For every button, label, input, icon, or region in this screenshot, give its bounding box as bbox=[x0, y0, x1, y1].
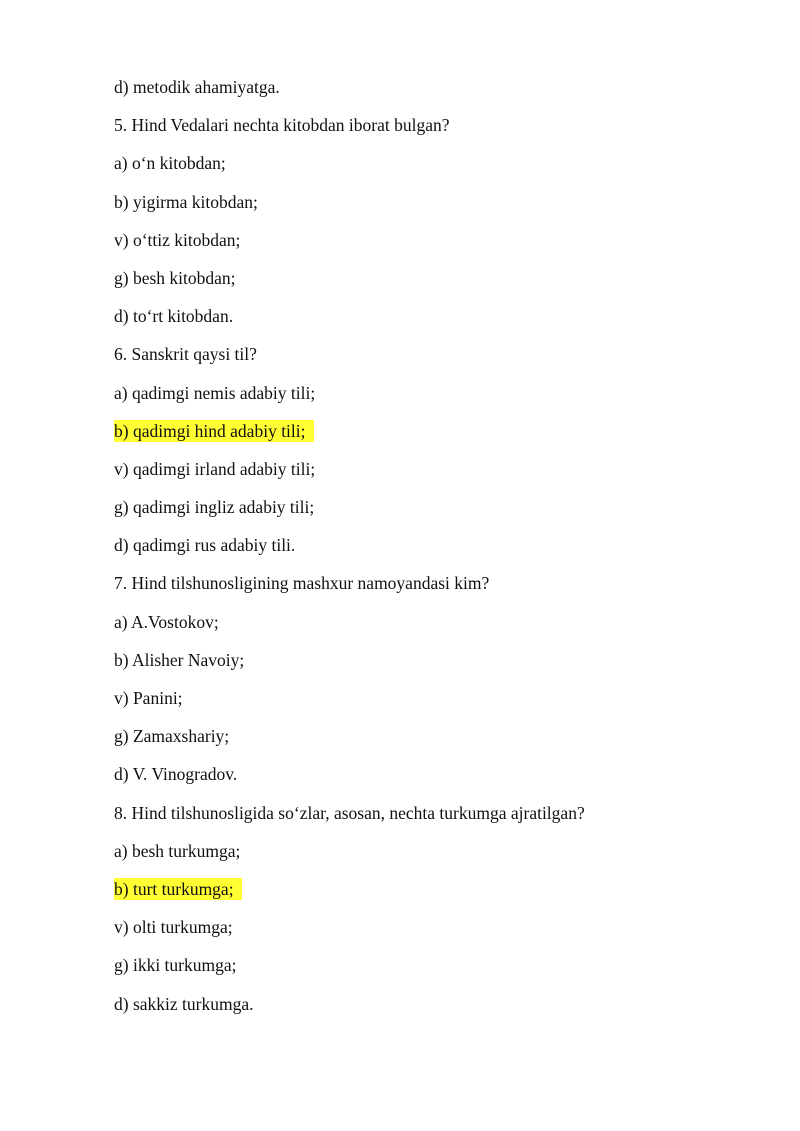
answer-option bbox=[114, 267, 734, 305]
answer-option bbox=[114, 382, 734, 420]
highlighted-answer-option bbox=[114, 878, 734, 916]
highlighted-answer-option bbox=[114, 420, 734, 458]
answer-text: g) ikki turkumga; bbox=[114, 955, 237, 976]
answer-option bbox=[114, 76, 734, 114]
answer-text: v) Panini; bbox=[114, 688, 183, 708]
answer-text: a) A.Vostokov; bbox=[114, 611, 219, 632]
question-text: 5. Hind Vedalari nechta kitobdan iborat bulgan? bbox=[114, 115, 450, 136]
answer-text: a) qadimgi nemis adabiy tili; bbox=[114, 382, 316, 403]
answer-option bbox=[114, 152, 734, 190]
answer-text: b) Alisher Navoiy; bbox=[114, 649, 245, 670]
answer-option bbox=[114, 649, 734, 687]
answer-text: g) Zamaxshariy; bbox=[114, 726, 230, 747]
answer-text: d) qadimgi rus adabiy tili. bbox=[114, 535, 296, 556]
answer-option bbox=[114, 954, 734, 992]
answer-text: d) V. Vinogradov. bbox=[114, 764, 238, 785]
question-heading bbox=[114, 802, 734, 840]
answer-option bbox=[114, 305, 734, 343]
answer-text: d) to‘rt kitobdan. bbox=[114, 306, 234, 327]
answer-text: b) qadimgi hind adabiy tili; bbox=[114, 420, 314, 442]
answer-option bbox=[114, 763, 734, 801]
answer-option bbox=[114, 725, 734, 763]
answer-text: v) olti turkumga; bbox=[114, 917, 233, 938]
answer-option bbox=[114, 534, 734, 572]
answer-text: v) qadimgi irland adabiy tili; bbox=[114, 458, 316, 479]
answer-text: b) yigirma kitobdan; bbox=[114, 191, 258, 212]
answer-option bbox=[114, 611, 734, 649]
answer-text: g) besh kitobdan; bbox=[114, 267, 236, 288]
answer-option bbox=[114, 458, 734, 496]
answer-text: a) o‘n kitobdan; bbox=[114, 153, 226, 174]
question-heading bbox=[114, 343, 734, 381]
question-text: 8. Hind tilshunosligida so‘zlar, asosan, nechta turkumga ajratilgan? bbox=[114, 802, 585, 823]
answer-option bbox=[114, 229, 734, 267]
answer-text: a) besh turkumga; bbox=[114, 840, 241, 861]
answer-option bbox=[114, 993, 734, 1031]
answer-text: d) metodik ahamiyatga. bbox=[114, 77, 280, 97]
question-text: 6. Sanskrit qaysi til? bbox=[114, 344, 257, 365]
answer-option bbox=[114, 840, 734, 878]
answer-text: v) o‘ttiz kitobdan; bbox=[114, 229, 241, 250]
question-heading bbox=[114, 114, 734, 152]
answer-text: d) sakkiz turkumga. bbox=[114, 993, 254, 1014]
answer-option bbox=[114, 496, 734, 534]
answer-option bbox=[114, 916, 734, 954]
answer-option bbox=[114, 687, 734, 725]
answer-text: g) qadimgi ingliz adabiy tili; bbox=[114, 497, 315, 518]
question-list bbox=[114, 76, 734, 1031]
question-heading bbox=[114, 572, 734, 610]
question-text: 7. Hind tilshunosligining mashxur namoyandasi kim? bbox=[114, 573, 490, 594]
answer-option bbox=[114, 191, 734, 229]
answer-text: b) turt turkumga; bbox=[114, 878, 242, 900]
